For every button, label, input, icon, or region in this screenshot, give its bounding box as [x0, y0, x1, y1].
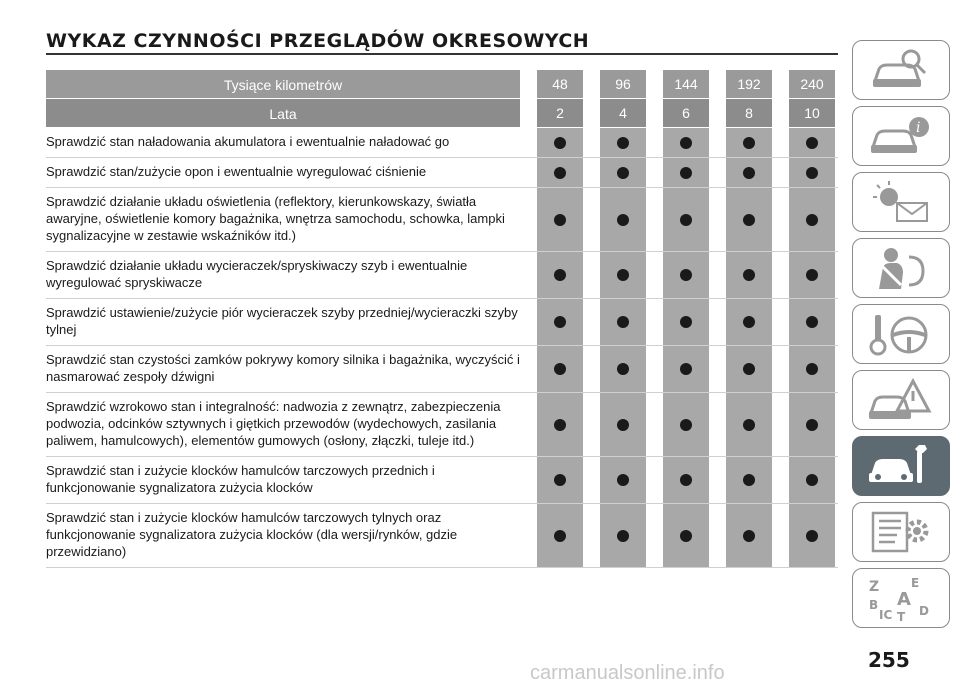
interval-cell [600, 457, 646, 503]
tab-emergency[interactable] [852, 370, 950, 430]
check-dot [617, 214, 629, 226]
table-row [46, 504, 838, 568]
row-description: Sprawdzić wzrokowo stan i integralność: nadwozia z zewnątrz, zabezpieczenia podwozia, odcinków sztywnych i giętkich przewodów (wydechowych, zasilania paliwem, hamulcowych), elementów gumowych (osłony, złączki, tuleje itd.) [46, 399, 501, 448]
interval-cell [726, 299, 772, 345]
table-row [46, 346, 838, 393]
check-dot [680, 137, 692, 149]
check-dot [554, 530, 566, 542]
interval-cell [789, 188, 835, 251]
interval-cell [663, 158, 709, 187]
page-title: WYKAZ CZYNNOŚCI PRZEGLĄDÓW OKRESOWYCH [46, 30, 590, 52]
check-dot [617, 316, 629, 328]
check-dot [617, 167, 629, 179]
check-dot [680, 530, 692, 542]
car-info-icon [867, 113, 933, 159]
check-dot [554, 269, 566, 281]
check-dot [743, 316, 755, 328]
interval-cell [726, 346, 772, 392]
header-km-192: 192 [726, 70, 772, 98]
interval-cell [663, 457, 709, 503]
tab-starting-driving[interactable] [852, 304, 950, 364]
interval-cell [663, 393, 709, 456]
warning-light-message-icon [867, 179, 933, 225]
check-dot [617, 137, 629, 149]
tab-technical-data[interactable] [852, 502, 950, 562]
tab-index[interactable] [852, 568, 950, 628]
interval-cell [600, 299, 646, 345]
row-description: Sprawdzić stan naładowania akumulatora i ewentualnie naładować go [46, 134, 450, 149]
interval-cell [789, 252, 835, 298]
interval-cell [537, 252, 583, 298]
tab-car-search[interactable] [852, 40, 950, 100]
check-dot [743, 214, 755, 226]
interval-cell [600, 346, 646, 392]
watermark: carmanualsonline.info [530, 662, 725, 684]
svg-text:T: T [897, 610, 906, 621]
check-dot [680, 474, 692, 486]
row-description: Sprawdzić stan czystości zamków pokrywy komory silnika i bagażnika, wyczyścić i nasmarować zespoły dźwigni [46, 352, 520, 384]
check-dot [806, 269, 818, 281]
table-row [46, 188, 838, 252]
interval-cell [726, 252, 772, 298]
header-years-2: 2 [537, 99, 583, 127]
table-row [46, 299, 838, 346]
check-dot [806, 137, 818, 149]
check-dot [554, 167, 566, 179]
spec-sheet-gear-icon [867, 509, 933, 555]
check-dot [806, 419, 818, 431]
header-years-label: Lata [46, 99, 520, 127]
check-dot [554, 419, 566, 431]
check-dot [617, 269, 629, 281]
interval-cell [726, 188, 772, 251]
alphabet-index-icon [867, 575, 933, 621]
interval-cell [726, 128, 772, 157]
row-description: Sprawdzić stan i zużycie klocków hamulców tarczowych tylnych oraz funkcjonowanie sygnalizatora zużycia klocków (dla wersji/rynków, gdzie przewidziano) [46, 510, 458, 559]
interval-cell [663, 346, 709, 392]
interval-cell [789, 158, 835, 187]
header-km-48: 48 [537, 70, 583, 98]
svg-text:Z: Z [869, 579, 880, 595]
row-description: Sprawdzić działanie układu oświetlenia (reflektory, kierunkowskazy, światła awaryjne, oświetlenie komory bagażnika, wnętrza samochodu, schowka, lampki sygnalizacyjne w zestawie wskaźników itd.) [46, 194, 505, 243]
header-km-96: 96 [600, 70, 646, 98]
check-dot [617, 530, 629, 542]
header-years-4: 4 [600, 99, 646, 127]
interval-cell [726, 504, 772, 567]
title-rule [46, 53, 838, 55]
check-dot [743, 363, 755, 375]
interval-cell [663, 128, 709, 157]
row-description: Sprawdzić stan/zużycie opon i ewentualnie wyregulować ciśnienie [46, 164, 427, 179]
header-km-row [46, 70, 838, 99]
row-description: Sprawdzić ustawienie/zużycie piór wycieraczek szyby przedniej/wycieraczki szyby tylnej [46, 305, 518, 337]
interval-cell [537, 393, 583, 456]
check-dot [617, 363, 629, 375]
interval-cell [726, 158, 772, 187]
check-dot [743, 167, 755, 179]
check-dot [743, 530, 755, 542]
check-dot [554, 316, 566, 328]
interval-cell [726, 393, 772, 456]
interval-cell [600, 393, 646, 456]
header-years-10: 10 [789, 99, 835, 127]
check-dot [806, 363, 818, 375]
check-dot [680, 419, 692, 431]
row-description: Sprawdzić działanie układu wycieraczek/spryskiwaczy szyb i ewentualnie wyregulować spryskiwacze [46, 258, 468, 290]
header-km-label: Tysiące kilometrów [46, 70, 520, 98]
svg-text:A: A [897, 589, 911, 610]
check-dot [680, 363, 692, 375]
check-dot [743, 474, 755, 486]
tab-safety[interactable] [852, 238, 950, 298]
interval-cell [537, 158, 583, 187]
interval-cell [600, 504, 646, 567]
header-years-row [46, 99, 838, 128]
interval-cell [537, 299, 583, 345]
tab-warning-lights[interactable] [852, 172, 950, 232]
check-dot [806, 214, 818, 226]
check-dot [554, 214, 566, 226]
check-dot [554, 137, 566, 149]
check-dot [554, 363, 566, 375]
interval-cell [537, 457, 583, 503]
seatbelt-airbag-icon [867, 245, 933, 291]
interval-cell [600, 128, 646, 157]
svg-text:D: D [919, 604, 929, 618]
check-dot [617, 419, 629, 431]
check-dot [554, 474, 566, 486]
interval-cell [663, 504, 709, 567]
check-dot [680, 269, 692, 281]
check-dot [806, 530, 818, 542]
interval-cell [600, 158, 646, 187]
interval-cell [789, 457, 835, 503]
tab-car-info[interactable] [852, 106, 950, 166]
header-km-144: 144 [663, 70, 709, 98]
interval-cell [600, 252, 646, 298]
maintenance-schedule-table [46, 70, 838, 568]
interval-cell [537, 188, 583, 251]
svg-text:E: E [911, 576, 920, 590]
interval-cell [789, 128, 835, 157]
page-number: 255 [868, 648, 910, 672]
car-warning-triangle-icon [867, 377, 933, 423]
check-dot [743, 419, 755, 431]
interval-cell [789, 393, 835, 456]
table-row [46, 252, 838, 299]
svg-text:i: i [916, 120, 921, 136]
interval-cell [789, 346, 835, 392]
interval-cell [789, 299, 835, 345]
check-dot [680, 316, 692, 328]
car-wrench-icon [867, 443, 933, 489]
table-row [46, 128, 838, 158]
check-dot [680, 167, 692, 179]
interval-cell [789, 504, 835, 567]
table-row [46, 158, 838, 188]
check-dot [743, 269, 755, 281]
row-description: Sprawdzić stan i zużycie klocków hamulców tarczowych przednich i funkcjonowanie sygnalizatora zużycia klocków [46, 463, 435, 495]
header-km-240: 240 [789, 70, 835, 98]
key-steering-wheel-icon [867, 311, 933, 357]
svg-text:B: B [869, 598, 879, 612]
svg-text:IC: IC [879, 608, 893, 621]
table-row [46, 393, 838, 457]
interval-cell [663, 299, 709, 345]
check-dot [680, 214, 692, 226]
car-search-icon [867, 47, 933, 93]
check-dot [617, 474, 629, 486]
table-row [46, 457, 838, 504]
header-years-8: 8 [726, 99, 772, 127]
interval-cell [537, 128, 583, 157]
interval-cell [537, 504, 583, 567]
interval-cell [663, 188, 709, 251]
interval-cell [537, 346, 583, 392]
check-dot [743, 137, 755, 149]
tab-servicing[interactable] [852, 436, 950, 496]
interval-cell [600, 188, 646, 251]
header-years-6: 6 [663, 99, 709, 127]
check-dot [806, 167, 818, 179]
check-dot [806, 474, 818, 486]
interval-cell [663, 252, 709, 298]
check-dot [806, 316, 818, 328]
interval-cell [726, 457, 772, 503]
